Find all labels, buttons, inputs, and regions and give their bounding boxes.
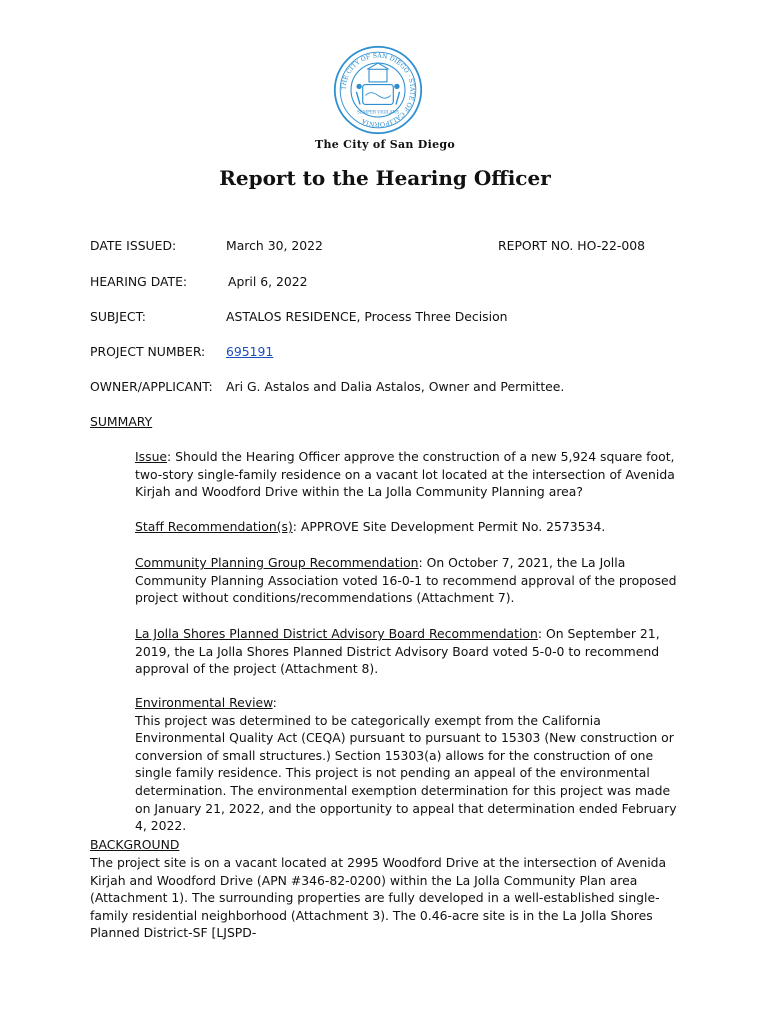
hearing-date-row	[90, 274, 690, 292]
environmental-review-colon: :	[272, 695, 277, 710]
svg-text:THE CITY OF SAN DIEGO · STATE: THE CITY OF SAN DIEGO · STATE OF CALIFORNIA	[340, 52, 416, 128]
project-number-link[interactable]: 695191	[226, 344, 274, 359]
environmental-review-text: This project was determined to be categorically exempt from the California Environmental Quality Act (CEQA) pursuant to pursuant to 15303 (New construction or conversion of small structures.) Section 15303(a) allows for the construction of one single family residence. This project is not pending an appeal of the environmental determination. The environmental exemption determination for this project was made on January 21, 2022, and the opportunity to appeal that determination ended February 4, 2022.	[135, 712, 677, 834]
background-heading: BACKGROUND	[90, 837, 180, 852]
owner-label: OWNER/APPLICANT:	[90, 379, 213, 394]
staff-recommendation-paragraph	[135, 518, 680, 536]
hearing-date-value: April 6, 2022	[228, 274, 308, 289]
project-number-row	[90, 344, 690, 362]
planning-group-paragraph	[135, 554, 680, 607]
planning-group-label: Community Planning Group Recommendation	[135, 555, 419, 570]
city-seal-logo	[333, 45, 423, 135]
subject-label: SUBJECT:	[90, 309, 146, 324]
advisory-board-label: La Jolla Shores Planned District Advisory Board Recommendation	[135, 626, 538, 641]
advisory-board-paragraph	[135, 625, 680, 678]
issue-text: : Should the Hearing Officer approve the construction of a new 5,924 square foot, two-story single-family residence on a vacant lot located at the intersection of Avenida Kirjah and Woodford Drive within the La Jolla Community Planning area?	[135, 449, 675, 500]
owner-row	[90, 379, 690, 397]
svg-text:SEMPER VIGILANS: SEMPER VIGILANS	[357, 109, 399, 115]
project-number-label: PROJECT NUMBER:	[90, 344, 206, 359]
environmental-review-label: Environmental Review	[135, 695, 273, 710]
staff-recommendation-label: Staff Recommendation(s)	[135, 519, 293, 534]
staff-recommendation-text: : APPROVE Site Development Permit No. 2573534.	[292, 519, 606, 534]
issue-label: Issue	[135, 449, 168, 464]
environmental-review-paragraph	[135, 694, 680, 835]
advisory-board-text: : On September 21, 2019, the La Jolla Shores Planned District Advisory Board voted 5-0-0 to recommend approval of the project (Attachment 8).	[135, 626, 660, 677]
planning-group-text: : On October 7, 2021, the La Jolla Community Planning Association voted 16-0-1 to recommend approval of the proposed project without conditions/recommendations (Attachment 7).	[135, 555, 677, 606]
date-issued-value: March 30, 2022	[226, 238, 323, 253]
subject-row	[90, 309, 690, 327]
hearing-date-label: HEARING DATE:	[90, 274, 188, 289]
report-title: Report to the Hearing Officer	[219, 166, 551, 190]
date-issued-label: DATE ISSUED:	[90, 238, 177, 253]
date-issued-row	[90, 238, 690, 256]
background-text: The project site is on a vacant located at 2995 Woodford Drive at the intersection of Avenida Kirjah and Woodford Drive (APN #346-82-0200) within the La Jolla Community Plan area (Attachment 1). The surrounding properties are fully developed in a well-established single-family residential neighborhood (Attachment 3). The 0.46-acre site is in the La Jolla Shores Planned District-SF [LJSPD-	[90, 855, 667, 941]
issue-paragraph	[135, 448, 680, 501]
summary-heading: SUMMARY	[90, 414, 153, 429]
report-number: REPORT NO. HO-22-008	[498, 238, 646, 253]
subject-value: ASTALOS RESIDENCE, Process Three Decision	[226, 309, 508, 324]
owner-value: Ari G. Astalos and Dalia Astalos, Owner and Permittee.	[226, 379, 565, 394]
city-name: The City of San Diego	[314, 138, 456, 151]
